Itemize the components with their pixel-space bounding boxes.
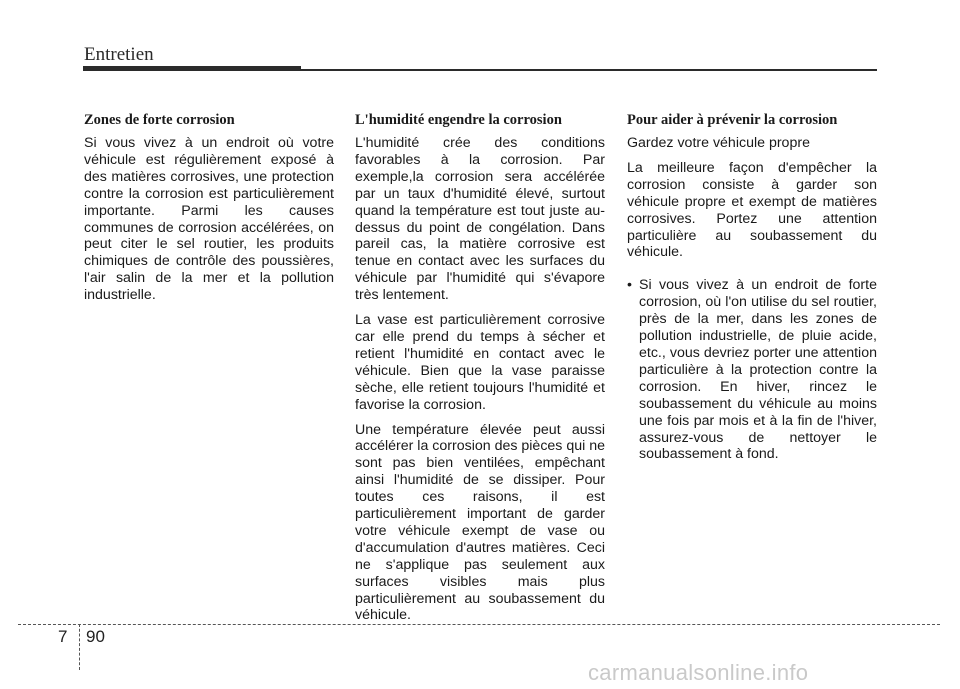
footer-dashed-divider — [79, 624, 80, 670]
watermark: carmanualsonline.info — [588, 660, 809, 685]
column-humidite — [355, 112, 605, 632]
column-prevenir-corrosion — [627, 112, 877, 463]
bullet-item — [627, 277, 877, 463]
bullet-dot-icon: • — [627, 277, 632, 294]
column-zones-corrosion — [84, 112, 334, 312]
page-number: 90 — [86, 627, 105, 646]
heading-humidite: L'humidité engendre la corrosion — [355, 112, 562, 128]
paragraph: L'humidité crée des conditions favorables à la corrosion. Par exemple,la corrosion sera accélérée par un taux d'humidité élevé, surtout quand la température est tout juste au-dessus du point de congélation. Dans pareil cas, la matière corrosive est tenue en contact avec les surfaces du véhicule par l'humidité qui s'évapore très lentement. — [355, 135, 605, 304]
paragraph: La vase est particulièrement corrosive car elle prend du temps à sécher et retient l'humidité en contact avec le véhicule. Bien que la vase paraisse sèche, elle retient toujours l'humidité et favorise la corrosion. — [355, 312, 605, 413]
paragraph: Une température élevée peut aussi accélérer la corrosion des pièces qui ne sont pas bien ventilées, empêchant ainsi l'humidité de se dissiper. Pour toutes ces raisons, il est particulièrement important de garder votre véhicule exempt de vase ou d'accumulation d'autres matières. Ceci ne s'applique pas seulement aux surfaces visibles mais plus particulièrement au soubassement du véhicule. — [355, 421, 605, 624]
heading-zones-corrosion: Zones de forte corrosion — [84, 112, 235, 128]
paragraph: Gardez votre véhicule propre — [627, 135, 810, 151]
header-rule-thin — [301, 69, 877, 71]
header-rule-thick — [83, 66, 301, 71]
heading-prevenir-corrosion: Pour aider à prévenir la corrosion — [627, 112, 838, 128]
bullet-text: Si vous vivez à un endroit de forte corrosion, où l'on utilise du sel routier, près de la mer, dans les zones de pollution industrielle, de pluie acide, etc., vous devriez porter une attention particulière à la protection contre la corrosion. En hiver, rincez le soubassement du véhicule au moins une fois par mois et à la fin de l'hiver, assurez-vous de nettoyer le soubassement à fond. — [639, 277, 877, 463]
footer-dashed-line — [18, 624, 940, 625]
chapter-number: 7 — [58, 627, 68, 646]
paragraph: La meilleure façon d'empêcher la corrosion consiste à garder son véhicule propre et exempt de matières corrosives. Portez une attention particulière au soubassement du véhicule. — [627, 159, 877, 261]
section-title: Entretien — [84, 44, 154, 65]
paragraph: Si vous vivez à un endroit où votre véhicule est régulièrement exposé à des matières corrosives, une protection contre la corrosion est particulièrement importante. Parmi les causes communes de corrosion accélérées, on peut citer le sel routier, les produits chimiques de contrôle des poussières, l'air salin de la mer et la pollution industrielle. — [84, 135, 334, 304]
